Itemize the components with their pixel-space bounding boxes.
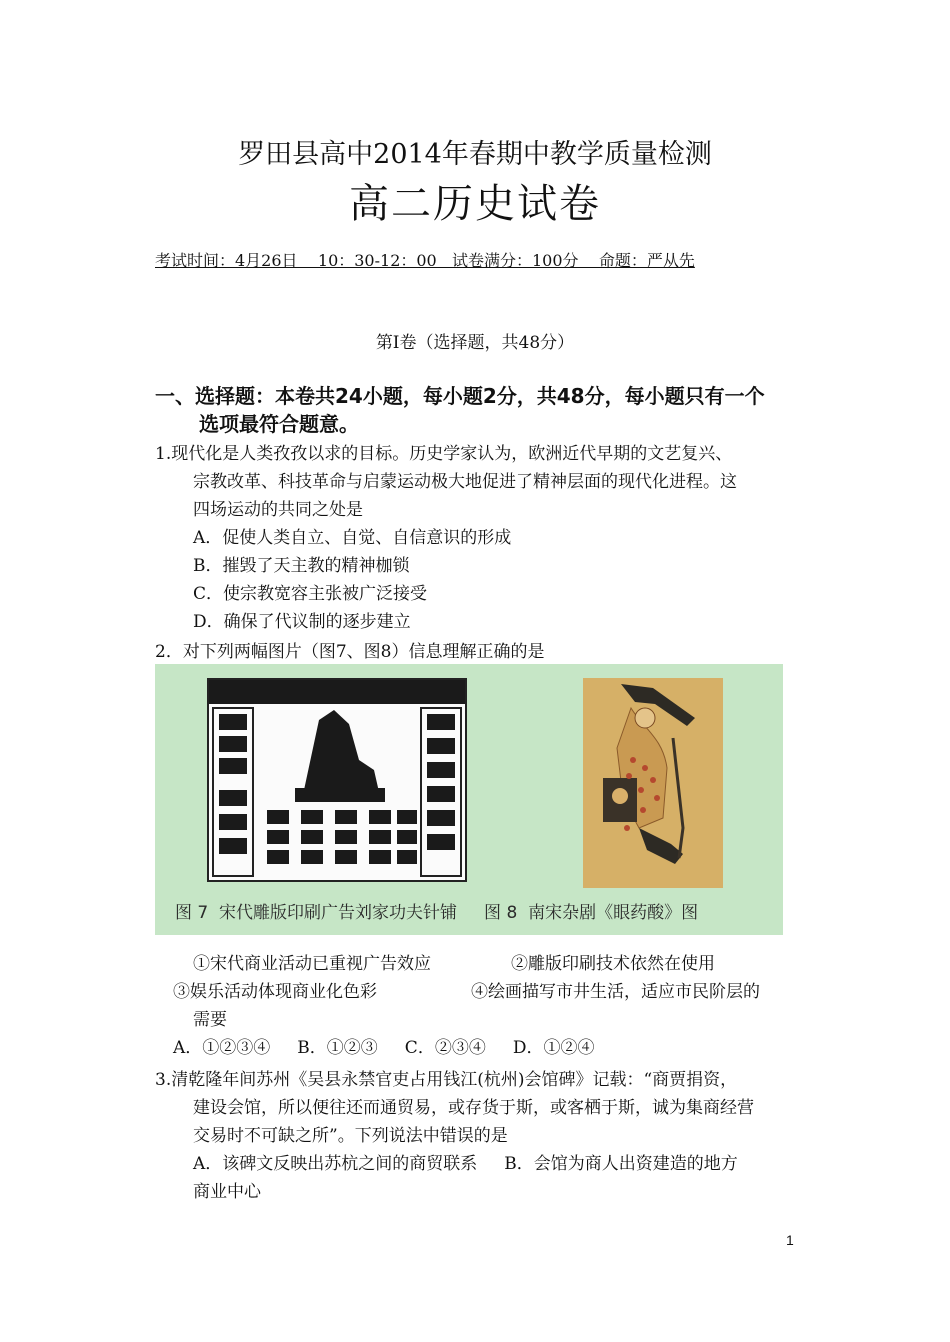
question-3-stem-line1: 3.清乾隆年间苏州《吴县永禁官吏占用钱江(杭州)会馆碑》记载：“商贾捐资，	[155, 1070, 738, 1090]
question-2-statements	[155, 950, 805, 1062]
question-3-stem-line3: 交易时不可缺之所”。下列说法中错误的是	[193, 1126, 508, 1146]
question-1-stem-line1: 1.现代化是人类孜孜以求的目标。历史学家认为，欧洲近代早期的文艺复兴、	[155, 444, 733, 464]
page-number: 1	[786, 1232, 794, 1248]
question-3-options-line2: 商业中心	[193, 1182, 261, 1202]
question-3-options-line1: A．该碑文反映出苏杭之间的商贸联系 B．会馆为商人出资建造的地方	[193, 1154, 738, 1174]
part1-title: 第Ⅰ卷（选择题，共48分）	[375, 333, 575, 353]
section-title-line1: 一、选择题：本卷共24小题，每小题2分，共48分，每小题只有一个	[155, 384, 765, 408]
question-3-stem-line2: 建设会馆，所以便往还而通贸易，或存货于斯，或客栖于斯，诚为集商经营	[193, 1098, 754, 1118]
exam-title-line1: 罗田县高中2014年春期中教学质量检测	[238, 139, 712, 170]
question-2-options: A．①②③④ B．①②③ C．②③④ D．①②④	[173, 1038, 595, 1058]
figure-7-illustration	[209, 680, 465, 880]
figure-caption: 图 7 宋代雕版印刷广告刘家功夫针铺 图 8 南宋杂剧《眼药酸》图	[175, 903, 699, 923]
question-1-option-c: C．使宗教宽容主张被广泛接受	[193, 584, 428, 604]
statement-4-continued: 需要	[193, 1010, 227, 1030]
statement-3: ③娱乐活动体现商业化色彩	[173, 982, 377, 1002]
statement-4: ④绘画描写市井生活，适应市民阶层的	[471, 982, 760, 1002]
question-2-stem: 2．对下列两幅图片（图7、图8）信息理解正确的是	[155, 642, 545, 662]
question-1-option-a: A．促使人类自立、自觉、自信意识的形成	[193, 528, 512, 548]
figure-panel	[155, 664, 783, 935]
statement-2: ②雕版印刷技术依然在使用	[511, 954, 715, 974]
question-1-option-d: D．确保了代议制的逐步建立	[193, 612, 411, 632]
question-3	[155, 1066, 805, 1206]
figure-8-illustration	[583, 678, 723, 888]
exam-title-line2: 高二历史试卷	[349, 181, 601, 227]
question-1	[155, 440, 805, 636]
exam-info: 考试时间：4月26日 10：30-12：00 试卷满分：100分 命题：严从先	[155, 251, 695, 270]
section-title-line2: 选项最符合题意。	[199, 412, 359, 436]
question-1-stem-line3: 四场运动的共同之处是	[193, 500, 363, 520]
question-1-stem-line2: 宗教改革、科技革命与启蒙运动极大地促进了精神层面的现代化进程。这	[193, 472, 737, 492]
figure-8-painting-image	[583, 678, 723, 888]
statement-1: ①宋代商业活动已重视广告效应	[193, 954, 431, 974]
figure-7-woodblock-ad-image	[207, 678, 467, 882]
section-title	[155, 382, 805, 438]
question-1-option-b: B．摧毁了天主教的精神枷锁	[193, 556, 410, 576]
